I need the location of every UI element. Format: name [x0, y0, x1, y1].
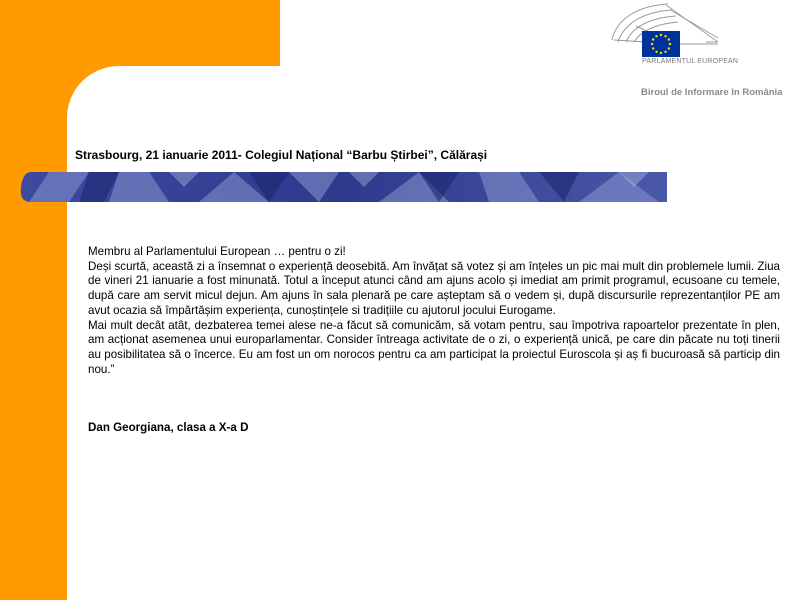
article-signature: Dan Georgiana, clasa a X-a D — [88, 421, 249, 434]
article-paragraph-2: Mai mult decât atât, dezbaterea temei alese ne-a făcut să comunicăm, să votam pentru, sau împotriva rapoartelor prezentate în plen, am acționat asemenea unui europarlamentar. Consider întreaga activitate de o zi, o experiență unică, pe care din păcate nu toți tinerii au posibilitatea să o încerce. Eu am fost un om norocos pentru ca am participat la proiectul Euroscola și aș fi bucuroasă să particip din nou.” — [88, 318, 780, 376]
article-body — [88, 245, 780, 377]
page-title: Strasbourg, 21 ianuarie 2011- Colegiul Național “Barbu Știrbei”, Călărași — [75, 148, 488, 162]
decorative-banner — [19, 172, 667, 202]
office-name: Biroul de Informare în România — [641, 87, 783, 98]
article-intro: Membru al Parlamentului European … pentru o zi! — [88, 245, 346, 258]
article-paragraph-1: Deși scurtă, această zi a însemnat o experiență deosebită. Am învățat să votez și am înțeles un pic mai mult din problemele lumii. Ziua de vineri 21 ianuarie a fost minunată. Totul a început atunci când am ajuns acolo și imediat am primit programul, ecusoane cu temele, după care am servit micul dejun. Am ajuns în sala plenară pe care așteptam să o vedem și, după discursurile reprezentanților PE am avut ocazia să împărtășim experiența, cunoștințele si tradițiile cu ajutorul jocului Eurogame. — [88, 259, 780, 317]
parliament-name: PARLAMENTUL EUROPEAN — [642, 58, 739, 65]
